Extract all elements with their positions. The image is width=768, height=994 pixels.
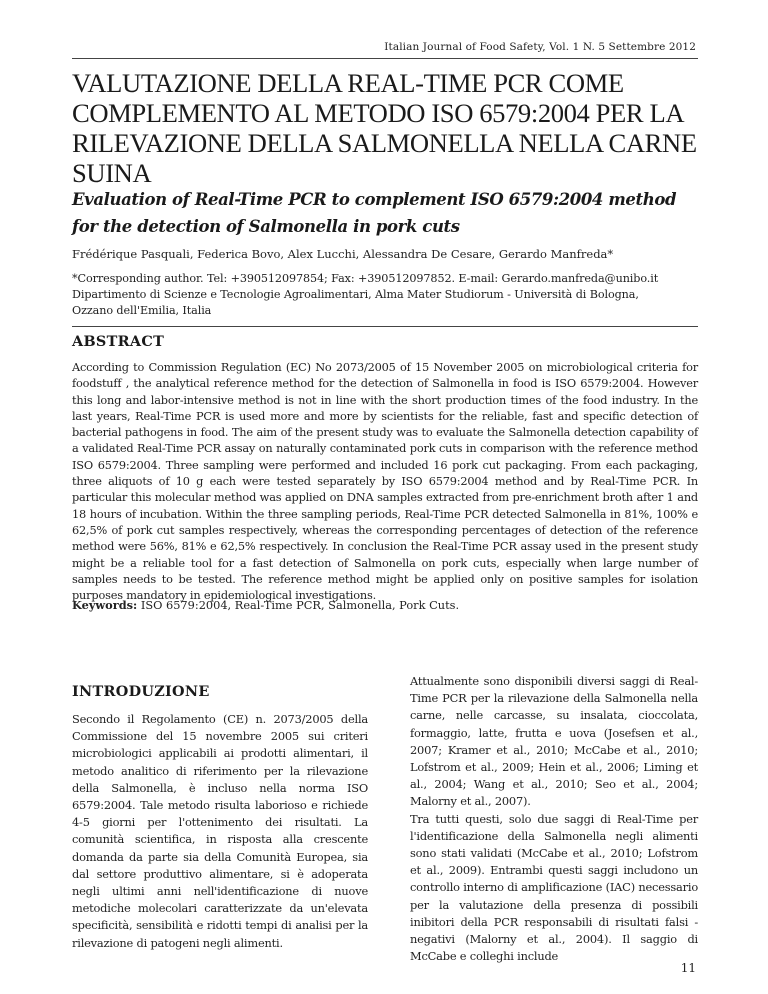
introduction-heading: INTRODUZIONE xyxy=(72,683,210,700)
title-italian: VALUTAZIONE DELLA REAL-TIME PCR COME COMPLEMENTO AL METODO ISO 6579:2004 PER LA RILEVAZIONE DELLA SALMONELLA NELLA CARNE SUINA xyxy=(72,68,697,188)
page-number: 11 xyxy=(680,961,696,975)
right-column xyxy=(410,673,698,965)
corresponding-author-line: *Corresponding author. Tel: +390512097854; Fax: +390512097852. E-mail: Gerardo.manfreda@unibo.it xyxy=(72,272,659,285)
introduction-paragraph: Secondo il Regolamento (CE) n. 2073/2005 della Commissione del 15 novembre 2005 sui criteri microbiologici applicabili ai prodotti alimentari, il metodo analitico di riferimento per la rilevazione della Salmonella, è incluso nella norma ISO 6579:2004. Tale metodo risulta laborioso e richiede 4-5 giorni per l'ottenimento dei risultati. La comunità scientifica, in risposta alla crescente domanda da parte sia della Comunità Europea, sia dal settore produttivo alimentare, si è adoperata negli ultimi anni nell'identificazione di nuove metodiche molecolari caratterizzate da un'elevata specificità, sensibilità e ridotti tempi di analisi per la rilevazione di patogeni negli alimenti. xyxy=(72,712,368,950)
title-english: Evaluation of Real-Time PCR to complement ISO 6579:2004 method for the detection of Salmonella in pork cuts xyxy=(72,190,677,236)
left-column xyxy=(72,683,368,952)
affiliation-line: Dipartimento di Scienze e Tecnologie Agroalimentari, Alma Mater Studiorum - Università di Bologna, xyxy=(72,288,639,302)
running-header: Italian Journal of Food Safety, Vol. 1 N. 5 Settembre 2012 xyxy=(384,41,696,53)
right-paragraph-1: Attualmente sono disponibili diversi saggi di Real-Time PCR per la rilevazione della Salmonella nella carne, nelle carcasse, su insalata, cioccolata, formaggio, latte, frutta e uova (Josefsen et al., 2007; Kramer et al., 2010; McCabe et al., 2010; Lofstrom et al., 2009; Hein et al., 2006; Liming et al., 2004; Wang et al., 2010; Seo et al., 2004; Malorny et al., 2007). xyxy=(410,674,698,809)
author-list: Frédérique Pasquali, Federica Bovo, Alex Lucchi, Alessandra De Cesare, Gerardo Manfreda* xyxy=(72,247,614,261)
keywords-text: ISO 6579:2004, Real-Time PCR, Salmonella, Pork Cuts. xyxy=(140,598,460,612)
keywords-label: Keywords: xyxy=(72,598,138,612)
abstract-text: According to Commission Regulation (EC) No 2073/2005 of 15 November 2005 on microbiological criteria for foodstuff , the analytical reference method for the detection of Salmonella in food is ISO 6579:2004. However this long and labor-intensive method is not in line with the short production times of the food industry. In the last years, Real-Time PCR is used more and more by scientists for the reliable, fast and specific detection of bacterial pathogens in food. The aim of the present study was to evaluate the Salmonella detection capability of a validated Real-Time PCR assay on naturally contaminated pork cuts in comparison with the reference method ISO 6579:2004. Three sampling were performed and included 16 pork cut packaging. From each packaging, three aliquots of 10 g each were tested separately by ISO 6579:2004 method and by Real-Time PCR. In particular this molecular method was applied on DNA samples extracted from pre-enrichment broth after 1 and 18 hours of incubation. Within the three sampling periods, Real-Time PCR detected Salmonella in 81%, 100% e 62,5% of pork cut samples respectively, whereas the corresponding percentages of detection of the reference method were 56%, 81% e 62,5% respectively. In conclusion the Real-Time PCR assay used in the present study might be a reliable tool for a fast detection of Salmonella on pork cuts, especially when large number of samples needs to be tested. The reference method might be applied only on positive samples for isolation purposes mandatory in epidemiological investigations. xyxy=(72,360,698,603)
header-divider xyxy=(72,58,698,59)
keywords-line xyxy=(72,597,698,613)
abstract-divider xyxy=(72,326,698,327)
affiliation-location: Ozzano dell'Emilia, Italia xyxy=(72,304,212,318)
affiliation-block xyxy=(72,271,712,320)
right-paragraph-2: Tra tutti questi, solo due saggi di Real-Time per l'identificazione della Salmonella negli alimenti sono stati validati (McCabe et al., 2010; Lofstrom et al., 2009). Entrambi questi saggi includono un controllo interno di amplificazione (IAC) necessario per la valutazione della presenza di possibili inibitori della PCR responsabili di risultati falsi - negativi (Malorny et al., 2004). Il saggio di McCabe e colleghi include xyxy=(410,811,698,964)
abstract-heading: ABSTRACT xyxy=(72,333,165,350)
